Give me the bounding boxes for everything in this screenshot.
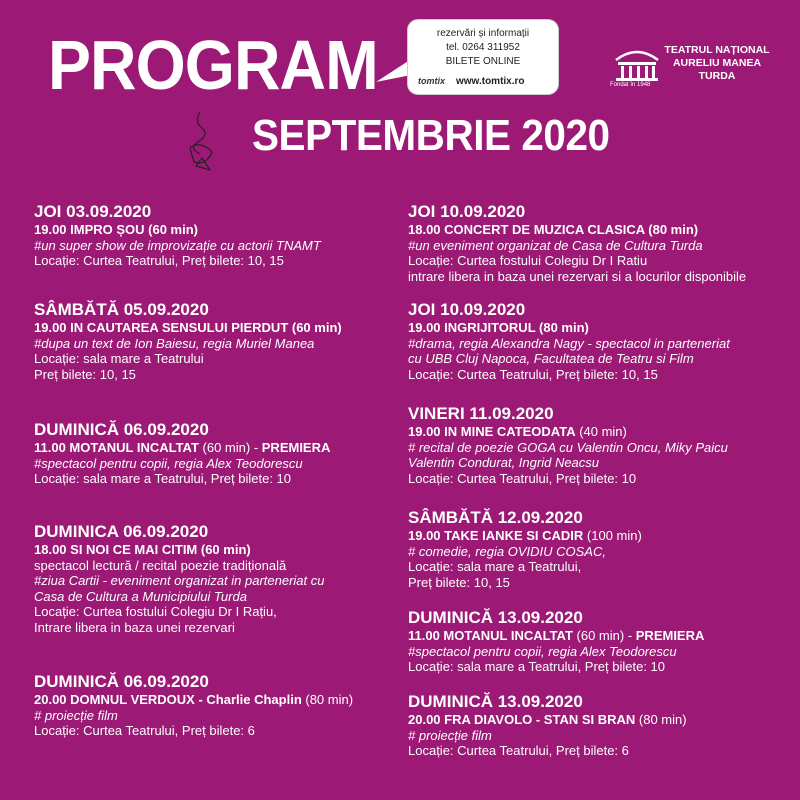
theatre-founded: Fondat în 1948 xyxy=(610,82,651,88)
event-title-name: 19.00 IN MINE CATEODATA xyxy=(408,424,576,439)
event-location: Locație: Curtea Teatrului, Preț bilete: 10 xyxy=(408,470,637,486)
event-day: VINERI 11.09.2020 xyxy=(408,404,554,423)
booking-online: BILETE ONLINE xyxy=(445,56,521,67)
event-price: Preț bilete: 10, 15 xyxy=(34,366,136,382)
event-day: JOI 03.09.2020 xyxy=(34,202,152,221)
tomtix-logo xyxy=(418,76,445,86)
event-location: Locație: Curtea Teatrului, Preț bilete: 10, 15 xyxy=(34,253,284,268)
event-2 xyxy=(34,420,394,487)
event-description: #un eveniment organizat de Casa de Cultura Turda xyxy=(408,237,703,253)
event-1 xyxy=(34,300,394,382)
event-description: # proiecție film xyxy=(408,727,492,743)
event-location: Locație: Curtea Teatrului, Preț bilete: 10, 15 xyxy=(408,366,658,382)
event-location: Locație: sala mare a Teatrului, Preț bilete: 10 xyxy=(408,659,666,674)
event-day: DUMINICĂ 06.09.2020 xyxy=(34,672,209,691)
event-duration: (80 min) xyxy=(301,692,354,707)
event-title: 19.00 IN CAUTAREA SENSULUI PIERDUT (60 min) xyxy=(34,320,342,335)
event-entry: Intrare libera in baza unei rezervari xyxy=(34,619,235,635)
event-description: Casa de Cultura a Municipiului Turda xyxy=(34,588,247,604)
event-day: DUMINICĂ 06.09.2020 xyxy=(34,420,209,439)
theatre-name xyxy=(662,44,772,83)
booking-url-link[interactable]: www.tomtix.ro xyxy=(456,76,525,87)
event-location: Locație: Curtea Teatrului, Preț bilete: 6 xyxy=(34,723,255,738)
event-description: spectacol lectură / recital poezie tradițională xyxy=(34,557,287,573)
premiere-badge: PREMIERA xyxy=(261,440,331,455)
event-title: 18.00 SI NOI CE MAI CITIM (60 min) xyxy=(34,542,251,557)
theatre-name-line-3: TURDA xyxy=(698,70,736,82)
event-duration: (80 min) xyxy=(635,712,687,727)
event-title-name: 11.00 MOTANUL INCALTAT xyxy=(34,440,199,455)
event-title: 19.00 INGRIJITORUL (80 min) xyxy=(408,320,589,335)
event-location: Locație: Curtea Teatrului, Preț bilete: 6 xyxy=(408,743,629,758)
page-title: PROGRAM xyxy=(48,26,378,104)
theatre-logo xyxy=(606,40,776,100)
event-0 xyxy=(34,202,394,269)
premiere-badge: PREMIERA xyxy=(635,628,705,643)
event-day: SÂMBĂTĂ 05.09.2020 xyxy=(34,300,209,319)
event-description: #dupa un text de Ion Baiesu, regia Muriel Manea xyxy=(34,335,315,351)
event-day: DUMINICA 06.09.2020 xyxy=(34,522,209,541)
event-day: DUMINICĂ 13.09.2020 xyxy=(408,692,583,711)
page-subtitle: SEPTEMBRIE 2020 xyxy=(252,111,610,160)
event-8 xyxy=(408,508,798,590)
event-description: #drama, regia Alexandra Nagy - spectacol in parteneriat xyxy=(408,335,730,351)
event-day: JOI 10.09.2020 xyxy=(408,300,526,319)
event-title: 18.00 CONCERT DE MUZICA CLASICA (80 min) xyxy=(408,222,699,237)
event-title xyxy=(408,628,798,644)
event-description: #spectacol pentru copii, regia Alex Teodorescu xyxy=(408,643,677,659)
booking-phone: tel. 0264 311952 xyxy=(446,42,520,53)
event-6 xyxy=(408,300,798,382)
event-description: cu UBB Cluj Napoca, Facultatea de Teatru si Film xyxy=(408,351,694,366)
event-day: SÂMBĂTĂ 12.09.2020 xyxy=(408,508,583,527)
booking-line-1: rezervări și informații xyxy=(436,28,530,39)
event-title xyxy=(34,692,394,708)
event-title xyxy=(408,528,798,544)
event-title-name: 20.00 FRA DIAVOLO - STAN SI BRAN xyxy=(408,712,636,727)
event-description: # comedie, regia OVIDIU COSAC, xyxy=(408,543,606,559)
event-duration: (60 min) - xyxy=(198,440,262,455)
event-location: Locație: sala mare a Teatrului, Preț bilete: 10 xyxy=(34,471,292,486)
event-location: Locație: sala mare a Teatrului xyxy=(34,351,204,366)
event-title xyxy=(34,440,394,456)
event-price: Preț bilete: 10, 15 xyxy=(408,574,510,590)
event-description: #spectacol pentru copii, regia Alex Teodorescu xyxy=(34,455,303,471)
event-day: DUMINICĂ 13.09.2020 xyxy=(408,608,583,627)
theatre-name-line-1: TEATRUL NAȚIONAL xyxy=(664,44,770,56)
event-title xyxy=(408,712,798,728)
event-9 xyxy=(408,608,798,675)
event-title: 19.00 IMPRO ȘOU (60 min) xyxy=(34,222,198,237)
event-title-name: 11.00 MOTANUL INCALTAT xyxy=(408,628,573,643)
event-description: # proiecție film xyxy=(34,707,118,723)
event-title-name: 20.00 DOMNUL VERDOUX - Charlie Chaplin xyxy=(34,692,302,707)
event-duration: (100 min) xyxy=(583,528,642,543)
event-4 xyxy=(34,672,394,739)
event-location: Locație: Curtea fostului Colegiu Dr I Ratiu xyxy=(408,253,648,268)
event-duration: (60 min) - xyxy=(572,628,636,643)
event-10 xyxy=(408,692,798,759)
event-7 xyxy=(408,404,798,486)
booking-info-bubble xyxy=(408,20,558,94)
event-entry: intrare libera in baza unei rezervari si a locurilor disponibile xyxy=(408,268,747,284)
drama-doodle-icon xyxy=(180,108,222,178)
theatre-name-line-2: AURELIU MANEA xyxy=(672,57,762,69)
event-duration: (40 min) xyxy=(575,424,627,439)
event-title xyxy=(408,424,798,440)
event-description: #ziua Cartii - eveniment organizat in parteneriat cu xyxy=(34,573,325,588)
theatre-building-icon xyxy=(612,46,662,82)
event-3 xyxy=(34,522,394,635)
event-description: # recital de poezie GOGA cu Valentin Oncu, Miky Paicu xyxy=(408,439,728,455)
event-description: #un super show de improvizație cu actorii TNAMT xyxy=(34,237,321,253)
event-description: Valentin Condurat, Ingrid Neacsu xyxy=(408,455,600,470)
tomtix-logo-text: tomtix xyxy=(418,76,445,86)
event-title-name: 19.00 TAKE IANKE SI CADIR xyxy=(408,528,584,543)
event-location: Locație: Curtea fostului Colegiu Dr I Rațiu, xyxy=(34,604,277,619)
event-5 xyxy=(408,202,798,284)
event-location: Locație: sala mare a Teatrului, xyxy=(408,559,582,574)
event-day: JOI 10.09.2020 xyxy=(408,202,526,221)
